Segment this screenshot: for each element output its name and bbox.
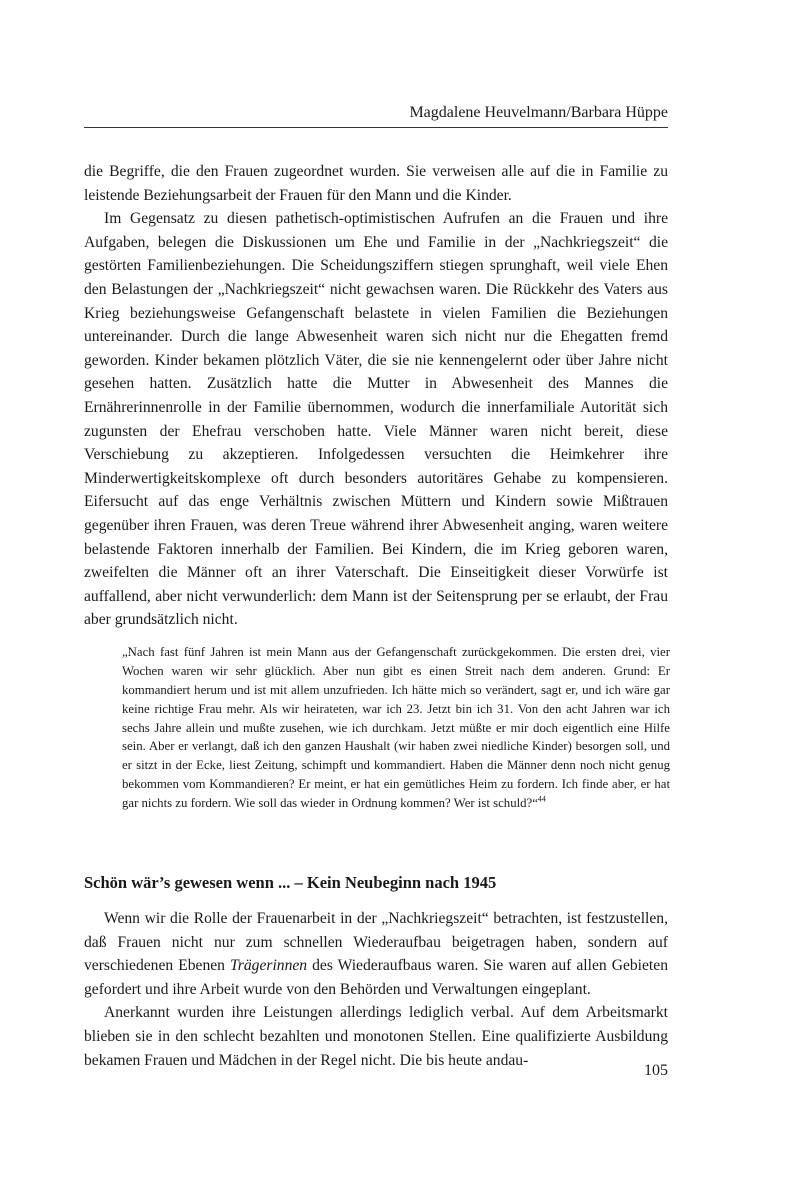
body-paragraph: Im Gegensatz zu diesen pathetisch-optimistischen Aufrufen an die Frauen und ihre Aufgaben, belegen die Diskussionen um Ehe und Familie in der „Nachkriegszeit“ die gestörten Familienbeziehungen. Die Scheidungsziffern stiegen sprunghaft, weil viele Ehen den Belastungen der „Nachkriegszeit“ nicht gewachsen waren. Die Rückkehr des Vaters aus Krieg beziehungsweise Gefangenschaft belastete in vielen Familien die Beziehungen untereinander. Durch die lange Abwesenheit waren sich nicht nur die Ehegatten fremd geworden. Kinder bekamen plötzlich Väter, die sie nie kennengelernt oder über Jahre nicht gesehen hatten. Zusätzlich hatte die Mutter in Abwesenheit des Mannes die Ernährerinnenrolle in der Familie übernommen, wodurch die innerfamiliale Autorität sich zugunsten der Ehefrau verschoben hatte. Viele Männer waren nicht bereit, diese Verschiebung zu akzeptieren. Infolgedessen versuchten die Heimkehrer ihre Minderwertigkeitskomplexe oft durch besonders autoritäres Gehabe zu kompensieren. Eifersucht auf das enge Verhältnis zwischen Müttern und Kindern sowie Mißtrauen gegenüber ihren Frauen, was deren Treue während ihrer Abwesenheit anging, waren weitere belastende Faktoren innerhalb der Familien. Bei Kindern, die im Krieg geboren waren, zweifelten die Männer oft an ihrer Vaterschaft. Die Einseitigkeit dieser Vorwürfe ist auffallend, aber nicht verwunderlich: dem Mann ist der Seitensprung per se erlaubt, der Frau aber grundsätzlich nicht. bbox=[84, 210, 668, 629]
footnote-marker: 44 bbox=[537, 794, 546, 804]
page-body bbox=[84, 160, 668, 1072]
emphasis-text: Trägerinnen bbox=[229, 957, 308, 975]
page-number: 105 bbox=[644, 1062, 668, 1079]
body-paragraph bbox=[84, 907, 668, 1001]
quote-body: „Nach fast fünf Jahren ist mein Mann aus der Gefangenschaft zurückgekommen. Die ersten drei, vier Wochen waren wir sehr glücklich. Aber nun gibt es einen Streit nach dem anderen. Grund: Er kommandiert herum und ist mit allem unzufrieden. Ich hätte mich so verändert, sagt er, und ich wäre gar keine richtige Frau mehr. Als wir heirateten, war ich 23. Jetzt bin ich 31. Von den acht Jahren war ich sechs Jahre allein und mußte zusehen, wie ich durchkam. Jetzt müßte er mir doch eigentlich eine Hilfe sein. Aber er verlangt, daß ich den ganzen Haushalt (wir haben zwei niedliche Kinder) besorgen soll, und er sitzt in der Ecke, liest Zeitung, schimpft und kommandiert. Haben die Männer denn noch nicht genug bekommen vom Kommandieren? Er meint, er hat ein gemütliches Heim zu fordern. Ich finde aber, er hat gar nichts zu fordern. Wie soll das wieder in Ordnung kommen? Wer ist schuld?“ bbox=[122, 644, 670, 811]
text-run: des Wiederaufbaus waren. Sie waren auf allen Gebieten gefordert und ihre Arbeit wurde von den Behörden und Verwaltungen eingeplant. bbox=[84, 957, 668, 998]
section-heading: Schön wär’s gewesen wenn ... – Kein Neubeginn nach 1945 bbox=[84, 873, 497, 893]
quote-text bbox=[122, 643, 670, 813]
header-rule bbox=[84, 127, 668, 128]
body-paragraph: die Begriffe, die den Frauen zugeordnet wurden. Sie verweisen alle auf die in Familie zu leistende Beziehungsarbeit der Frauen für den Mann und die Kinder. bbox=[84, 163, 668, 204]
text-run: Wenn wir die Rolle der Frauenarbeit in der „Nachkriegszeit“ betrachten, ist festzustellen, daß Frauen nicht nur zum schnellen Wiederaufbau beigetragen haben, sondern auf verschiedenen Ebenen bbox=[84, 910, 668, 975]
running-head: Magdalene Heuvelmann/Barbara Hüppe bbox=[409, 104, 668, 121]
block-quote bbox=[122, 643, 670, 813]
body-paragraph: Anerkannt wurden ihre Leistungen allerdings lediglich verbal. Auf dem Arbeitsmarkt blieben sie in den schlecht bezahlten und monotonen Stellen. Eine qualifizierte Ausbildung bekamen Frauen und Mädchen in der Regel nicht. Die bis heute andau- bbox=[84, 1004, 668, 1069]
